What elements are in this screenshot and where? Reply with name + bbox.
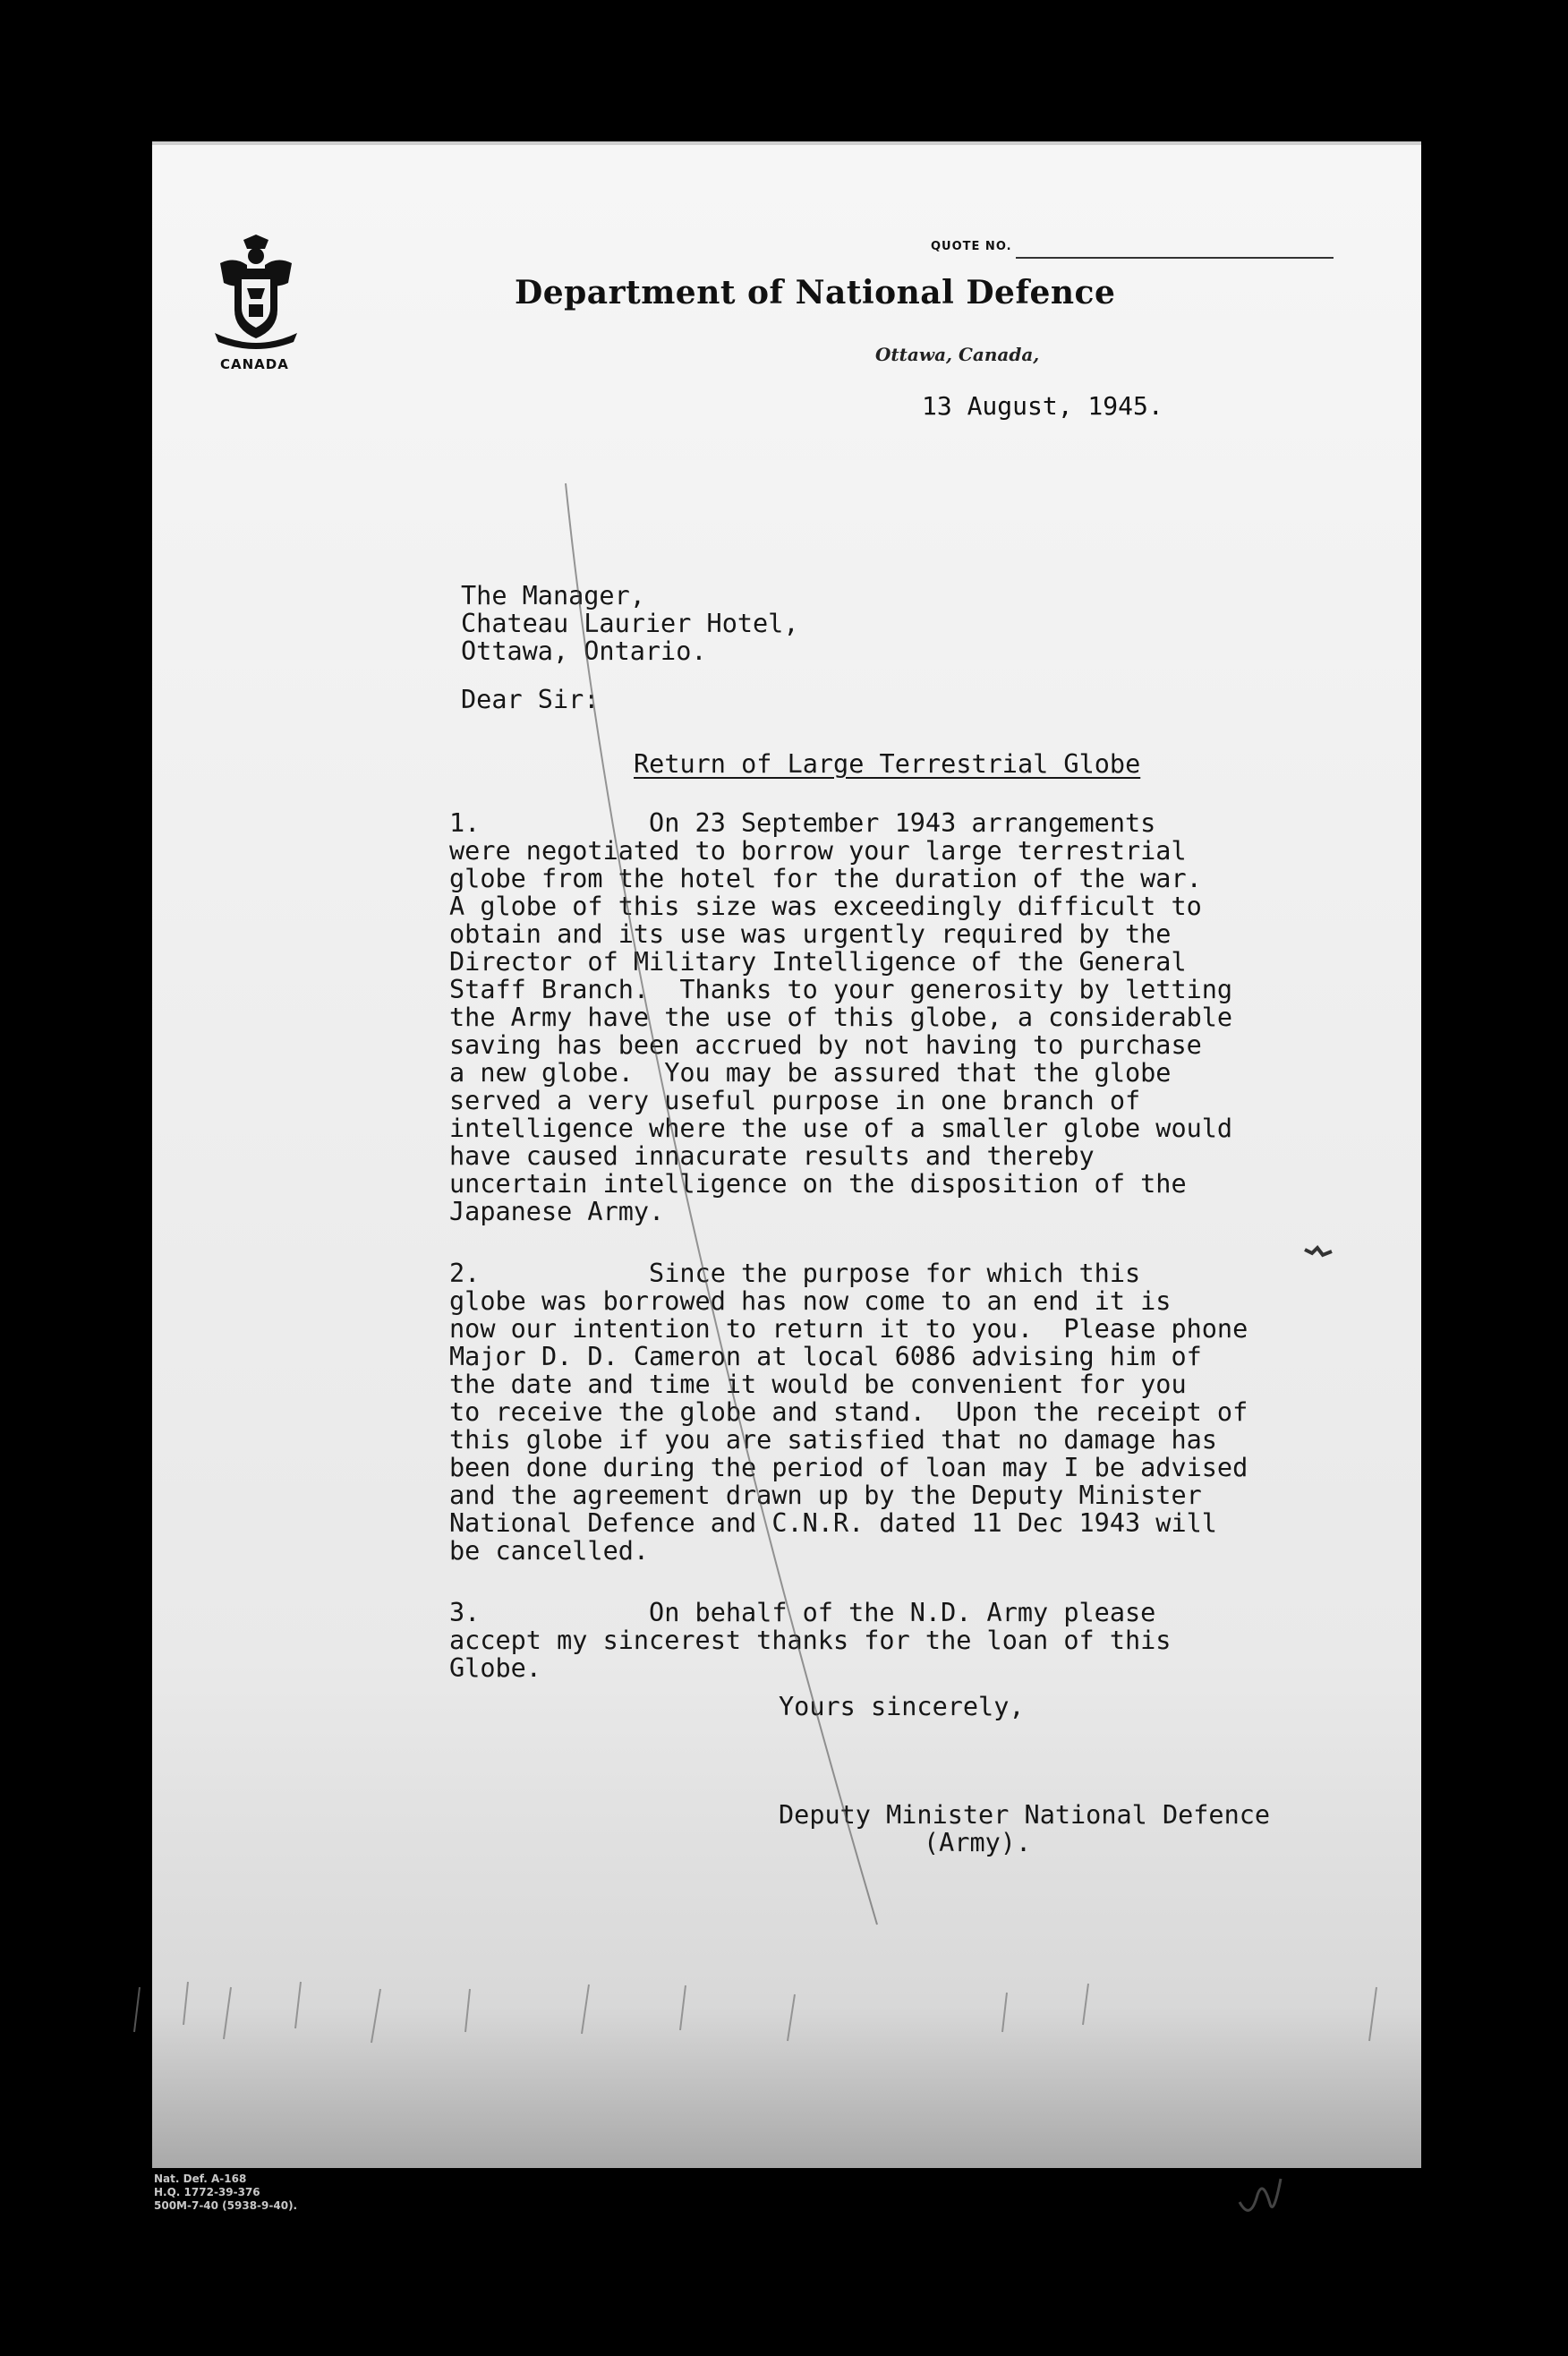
paragraph-line: A globe of this size was exceedingly difficult to — [449, 892, 1202, 921]
form-reference-line: 500M-7-40 (5938-9-40). — [154, 2199, 298, 2212]
paragraph-line: Major D. D. Cameron at local 6086 advising him of — [449, 1342, 1202, 1371]
paragraph-line: be cancelled. — [449, 1536, 650, 1566]
paragraph-line: to receive the globe and stand. Upon the receipt of — [449, 1397, 1248, 1427]
paragraph-line: Staff Branch. Thanks to your generosity by letting — [449, 975, 1233, 1004]
subject-line: Return of Large Terrestrial Globe — [634, 749, 1141, 779]
paragraph-line: were negotiated to borrow your large terrestrial — [449, 836, 1187, 866]
addressee-line: Chateau Laurier Hotel, — [461, 609, 799, 638]
paragraph-line: Japanese Army. — [449, 1197, 665, 1226]
salutation: Dear Sir: — [461, 685, 600, 714]
form-reference-line: H.Q. 1772-39-376 — [154, 2186, 260, 2198]
addressee-block — [461, 582, 799, 665]
addressee-line: Ottawa, Ontario. — [461, 636, 707, 666]
paragraph-line: globe from the hotel for the duration of the war. — [449, 864, 1202, 893]
coat-of-arms-icon — [208, 233, 304, 349]
quote-no-line — [1016, 257, 1334, 259]
signature-title: Deputy Minister National Defence — [779, 1800, 1271, 1830]
body-paragraph — [449, 809, 1248, 1225]
paragraph-line: have caused innacurate results and thereby — [449, 1141, 1095, 1171]
paragraph-line: Director of Military Intelligence of the General — [449, 947, 1187, 977]
signature-title: (Army). — [924, 1828, 1032, 1857]
department-heading: Department of National Defence — [515, 274, 1116, 312]
form-reference — [154, 2172, 297, 2213]
crest-label: CANADA — [220, 356, 289, 372]
paragraph-line: the date and time it would be convenient for you — [449, 1370, 1187, 1399]
paragraph-line: the Army have the use of this globe, a considerable — [449, 1003, 1233, 1032]
paragraph-line: obtain and its use was urgently required by the — [449, 919, 1172, 949]
body-paragraph — [449, 1599, 1248, 1682]
body-paragraph — [449, 1259, 1248, 1565]
paragraph-line: 1. On 23 September 1943 arrangements — [449, 808, 1156, 838]
closing: Yours sincerely, — [779, 1692, 1025, 1721]
paragraph-line: 3. On behalf of the N.D. Army please — [449, 1598, 1156, 1627]
paragraph-line: 2. Since the purpose for which this — [449, 1259, 1141, 1288]
letterhead-place: Ottawa, Canada, — [875, 344, 1040, 365]
signature-block — [779, 1801, 1270, 1857]
paragraph-line: uncertain intelligence on the disposition of the — [449, 1169, 1187, 1199]
addressee-line: The Manager, — [461, 581, 645, 610]
letter-body — [449, 809, 1248, 1716]
paragraph-line: globe was borrowed has now come to an end it is — [449, 1286, 1172, 1316]
form-reference-line: Nat. Def. A-168 — [154, 2172, 247, 2185]
quote-no-label: QUOTE NO. — [931, 240, 1012, 253]
paragraph-line: saving has been accrued by not having to purchase — [449, 1030, 1202, 1060]
paragraph-line: been done during the period of loan may I be advised — [449, 1453, 1248, 1482]
paragraph-line: a new globe. You may be assured that the globe — [449, 1058, 1172, 1088]
paragraph-line: served a very useful purpose in one branch of — [449, 1086, 1141, 1115]
letter-date: 13 August, 1945. — [922, 391, 1163, 421]
paragraph-line: Globe. — [449, 1653, 541, 1683]
paragraph-line: now our intention to return it to you. Please phone — [449, 1314, 1248, 1344]
paragraph-line: this globe if you are satisfied that no damage has — [449, 1425, 1217, 1455]
paragraph-line: and the agreement drawn up by the Deputy Minister — [449, 1481, 1202, 1510]
paragraph-line: accept my sincerest thanks for the loan of this — [449, 1626, 1172, 1655]
paragraph-line: intelligence where the use of a smaller globe would — [449, 1114, 1233, 1143]
paragraph-line: National Defence and C.N.R. dated 11 Dec 1943 will — [449, 1508, 1217, 1538]
